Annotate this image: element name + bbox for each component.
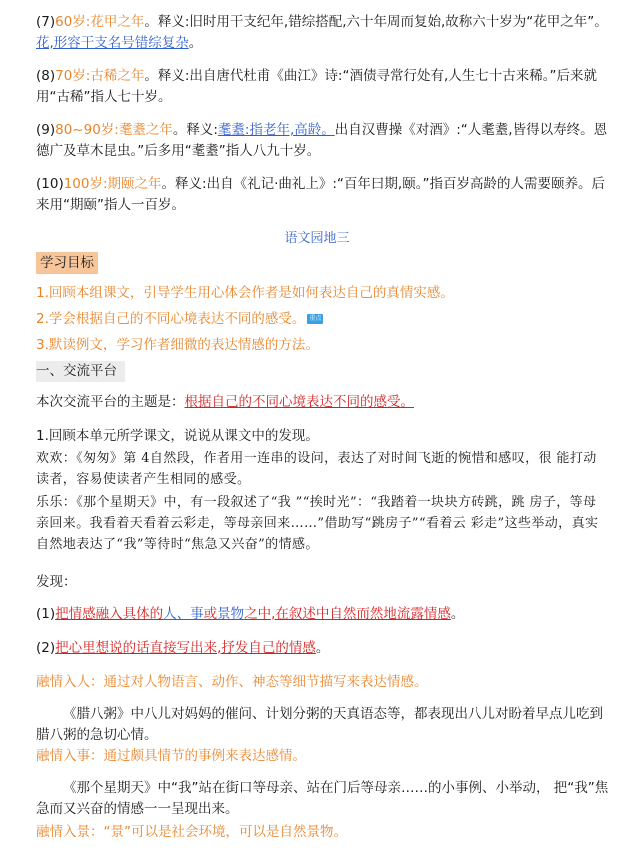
section-title: 语文园地三 [284,231,350,246]
item-number: (10) [36,176,64,192]
item-note: 花,形容干支名号错综复杂 [36,35,189,51]
goals-heading-row [36,252,616,274]
student-note-lele: 乐乐：《那个星期天》中，有一段叙述了“我 ”“挨时光”：“我踏着一块块方砖跳，跳 房子，等母亲回来。我看着天看着云彩走，等母亲回来……”借助写“跳房子”“看着云 彩走”这些举动，真实自然地表达了“我”等待时“焦急又兴奋”的情感。 [36,495,599,552]
goal-item: 3.默读例文，学习作者细微的表达情感的方法。 [36,337,319,353]
item-number: (9) [36,122,56,138]
theme-text: 根据自己的不同心境表达不同的感受。 [184,394,414,410]
item-text: 。释义:旧时用干支纪年,错综搭配,六十年周而复始,故称六十岁为“花甲之年” [144,14,595,30]
item-100 [36,174,616,216]
example-event: 《那个星期天》中“我”站在街口等母亲、站在门后等母亲……的小事例、小举动， 把“我”焦急而又兴奋的情感一一呈现出来。 [36,780,609,817]
age-term: 60岁:花甲之年 [55,14,145,30]
item-note: 耄耋:指老年,高龄。 [217,122,335,138]
platform-heading-row [36,361,616,382]
age-term: 80~90岁:耄耋之年 [55,122,173,138]
finding-1: (1)把情感融入具体的人、事或景物之中,在叙述中自然而然地流露情感。 [36,606,465,622]
item-70 [36,66,616,108]
student-note-huanhuan: 欢欢：《匆匆》第 4自然段，作者用一连串的设问，表达了对时间飞逝的惋惜和感叹，很 能打动读者，容易使读者产生相同的感受。 [36,451,597,487]
question-1: 1.回顾本单元所学课文，说说从课文中的发现。 [36,428,319,444]
goal-item: 1.回顾本组课文，引导学生用心体会作者是如何表达自己的真情实感。 [36,285,454,301]
goal-item: 2.学会根据自己的不同心境表达不同的感受。 重点 [36,311,322,327]
method-scene: 融情入景：“景”可以是社会环境，可以是自然景物。 [36,824,347,840]
platform-heading: 一、交流平台 [36,361,125,382]
item-number: (8) [36,68,56,84]
item-text: 。释义:出自唐代杜甫《曲江》诗:“酒债寻常行处有,人生七十古来稀。”后来就用“古稀”指人七十岁。 [36,68,597,105]
item-number: (7) [36,14,56,30]
item-80-90: (9)80~90岁:耄耋之年。释义:耄耋:指老年,高龄。出自汉曹操《对酒》:“人耄耋,皆得以寿终。恩德广及草木昆虫。”后多用“耄耋”指人八九十岁。 [36,122,608,159]
example-person: 《腊八粥》中八儿对妈妈的催问、计划分粥的天真语态等，都表现出八儿对盼着早点儿吃到腊八粥的急切心情。 [36,706,603,743]
method-event: 融情入事：通过颇具情节的事例来表达感情。 [36,748,306,764]
platform-theme: 本次交流平台的主题是：根据自己的不同心境表达不同的感受。 [36,394,414,410]
item-text: 。释义:出自《礼记·曲礼上》:“百年曰期,颐。”指百岁高龄的人需要颐养。后来用“期颐”指人一百岁。 [36,176,605,213]
item-60: (7)60岁:花甲之年。释义:旧时用干支纪年,错综搭配,六十年周而复始,故称六十岁为“花甲之年”。花,形容干支名号错综复杂。 [36,14,608,51]
age-term: 100岁:期颐之年 [63,176,162,192]
item-text: 出自汉曹操《对酒》:“人耄耋,皆得以寿终。恩德广及草木昆虫。”后多用“耄耋”指人八九十岁。 [36,122,608,159]
age-term: 70岁:古稀之年 [55,68,145,84]
method-person: 融情入人：通过对人物语言、动作、神态等细节描写来表达情感。 [36,674,428,690]
findings-label: 发现： [36,574,77,590]
key-point-badge: 重点 [309,315,322,322]
goals-heading: 学习目标 [36,252,98,274]
finding-2: (2)把心里想说的话直接写出来,抒发自己的情感。 [36,640,330,656]
